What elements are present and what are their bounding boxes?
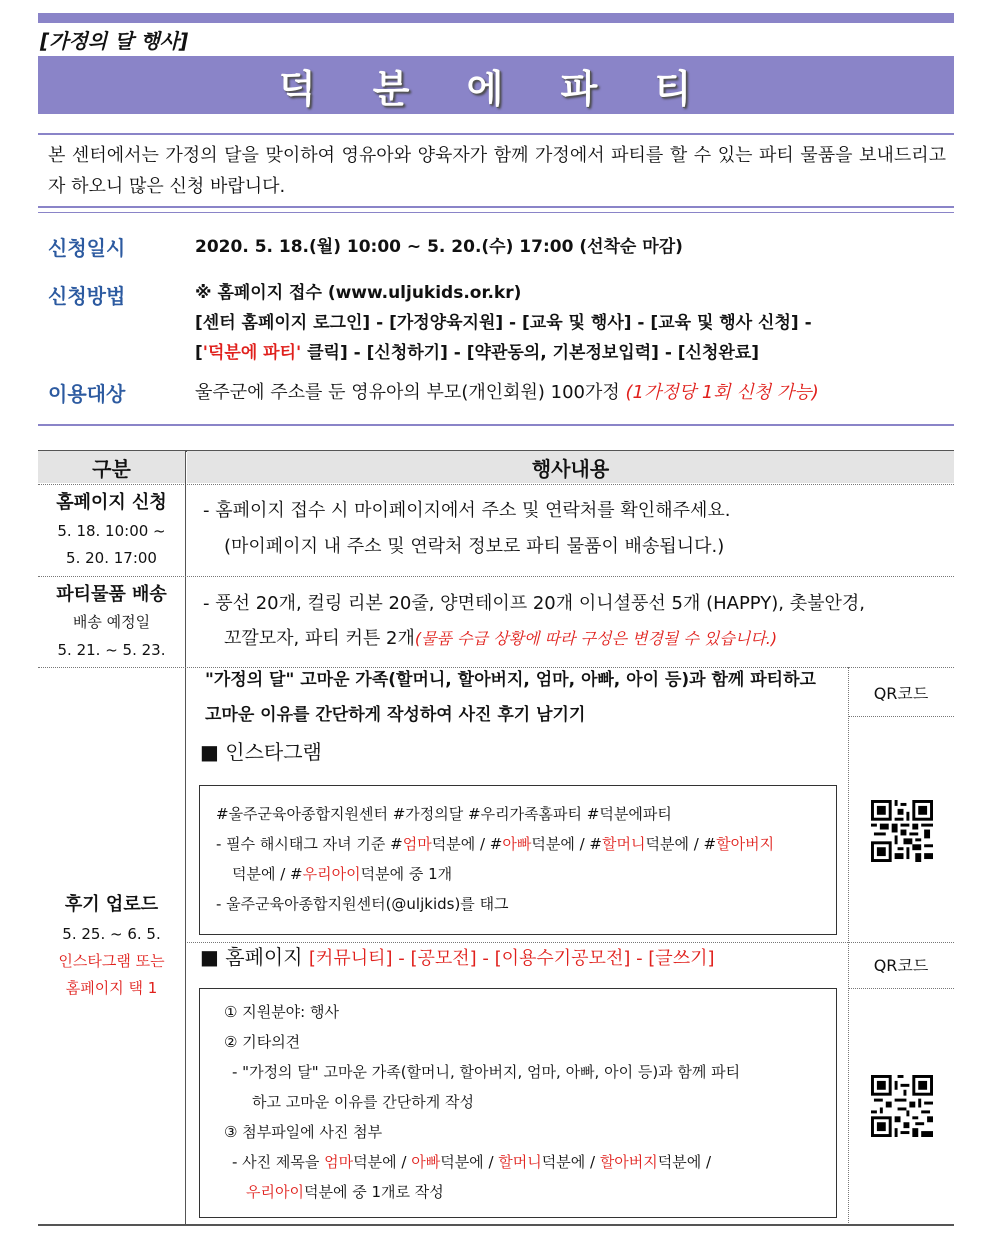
instagram-required-tags: - 필수 해시태그 자녀 기준 #엄마덕분에 / #아빠덕분에 / #할머니덕분에 / #할아버지 xyxy=(216,835,775,853)
row3-option-2: 홈페이지 택 1 xyxy=(65,979,158,997)
divider xyxy=(38,133,954,135)
title-banner xyxy=(38,56,954,114)
row3-dates: 5. 25. ~ 6. 5. xyxy=(62,925,161,943)
row1-line-2: (마이페이지 내 주소 및 연락처 정보로 파티 물품이 배송됩니다.) xyxy=(224,536,725,557)
row2-dates: 5. 21. ~ 5. 23. xyxy=(57,641,166,659)
row2-line-1: - 풍선 20개, 컬링 리본 20줄, 양면테이프 20개 이니셜풍선 5개 (HAPPY), 촛불안경, xyxy=(203,593,865,614)
row1-start: 5. 18. 10:00 ~ xyxy=(57,522,166,540)
row-divider xyxy=(38,484,954,485)
col-header-category: 구분 xyxy=(92,457,131,481)
row3-option-1: 인스타그램 또는 xyxy=(58,952,165,970)
homepage-item-3-sub-1: - 사진 제목을 엄마덕분에 / 아빠덕분에 / 할머니덕분에 / 할아버지덕분에 / xyxy=(232,1153,712,1171)
date-label: 신청일시 xyxy=(48,236,126,260)
col-header-content: 행사내용 xyxy=(531,457,610,481)
divider xyxy=(38,206,954,208)
row1-end: 5. 20. 17:00 xyxy=(66,549,157,567)
row2-title: 파티물품 배송 xyxy=(56,584,167,605)
method-line-3: ['덕분에 파티' 클릭] - [신청하기] - [약관동의, 기본정보입력] - [신청완료] xyxy=(195,343,760,363)
instagram-required-tags-cont: 덕분에 / #우리아이덕분에 중 1개 xyxy=(232,865,453,883)
homepage-item-2-sub-2: 하고 고마운 이유를 간단하게 작성 xyxy=(252,1093,474,1111)
instagram-label: ■ 인스타그램 xyxy=(200,740,322,764)
row1-title: 홈페이지 신청 xyxy=(56,492,167,513)
review-heading-1: "가정의 달" 고마운 가족(할머니, 할아버지, 엄마, 아빠, 아이 등)과 함께 파티하고 xyxy=(205,670,816,690)
divider xyxy=(38,212,954,213)
row2-line-2: 꼬깔모자, 파티 커튼 2개(물품 수급 상황에 따라 구성은 변경될 수 있습니다.) xyxy=(224,628,778,649)
homepage-item-2-sub-1: - "가정의 달" 고마운 가족(할머니, 할아버지, 엄마, 아빠, 아이 등)과 함께 파티 xyxy=(232,1063,741,1081)
row3-title: 후기 업로드 xyxy=(64,894,159,915)
homepage-label: ■ 홈페이지 [커뮤니티] - [공모전] - [이용수기공모전] - [글쓰기] xyxy=(200,945,715,969)
table-bottom-border xyxy=(38,1224,954,1226)
row1-line-1: - 홈페이지 접수 시 마이페이지에서 주소 및 연락처를 확인해주세요. xyxy=(203,500,731,521)
qr-code-icon[interactable] xyxy=(871,800,933,862)
homepage-item-2: ② 기타의견 xyxy=(224,1033,301,1051)
row2-note: (물품 수급 상황에 따라 구성은 변경될 수 있습니다.) xyxy=(414,629,778,648)
row-divider xyxy=(38,576,954,577)
target-note: (1가정당 1회 신청 가능) xyxy=(625,382,819,403)
homepage-item-3: ③ 첨부파일에 사진 첨부 xyxy=(224,1123,383,1141)
row2-sub: 배송 예정일 xyxy=(72,613,151,631)
qr-label-homepage: QR코드 xyxy=(873,956,929,975)
divider xyxy=(38,424,954,426)
instagram-tag-account: - 울주군육아종합지원센터(@uljkids)를 태그 xyxy=(216,895,509,913)
instagram-tags: #울주군육아종합지원센터 #가정의달 #우리가족홈파티 #덕분에파티 xyxy=(216,805,672,823)
qr-divider xyxy=(848,716,954,717)
date-value: 2020. 5. 18.(월) 10:00 ~ 5. 20.(수) 17:00 (선착순 마감) xyxy=(195,237,683,257)
event-category: [가정의 달 행사] xyxy=(40,29,189,53)
method-label: 신청방법 xyxy=(48,284,126,308)
qr-code-icon[interactable] xyxy=(871,1075,933,1137)
method-line-2: [센터 홈페이지 로그인] - [가정양육지원] - [교육 및 행사] - [교육 및 행사 신청] - xyxy=(195,313,812,333)
page-title: 덕 분 에 파 티 xyxy=(278,66,714,111)
party-click-highlight: '덕분에 파티' xyxy=(202,343,302,363)
method-line-1: ※ 홈페이지 접수 (www.uljukids.or.kr) xyxy=(195,283,522,303)
top-accent-bar xyxy=(38,13,954,23)
qr-label-instagram: QR코드 xyxy=(873,684,929,703)
homepage-path: [커뮤니티] - [공모전] - [이용수기공모전] - [글쓰기] xyxy=(308,948,715,969)
target-value: 울주군에 주소를 둔 영유아의 부모(개인회원) 100가정 (1가정당 1회 신청 가능) xyxy=(195,382,819,403)
review-heading-2: 고마운 이유를 간단하게 작성하여 사진 후기 남기기 xyxy=(205,705,586,725)
homepage-item-1: ① 지원분야: 행사 xyxy=(224,1003,339,1021)
target-label: 이용대상 xyxy=(48,382,126,406)
qr-divider xyxy=(848,988,954,989)
qr-divider xyxy=(848,942,954,943)
qr-column-divider xyxy=(848,667,849,1225)
column-divider xyxy=(185,451,186,1225)
intro-text: 본 센터에서는 가정의 달을 맞이하여 영유아와 양육자가 함께 가정에서 파티를 할 수 있는 파티 물품을 보내드리고자 하오니 많은 신청 바랍니다. xyxy=(48,145,946,197)
homepage-item-3-sub-2: 우리아이덕분에 중 1개로 작성 xyxy=(246,1183,444,1201)
